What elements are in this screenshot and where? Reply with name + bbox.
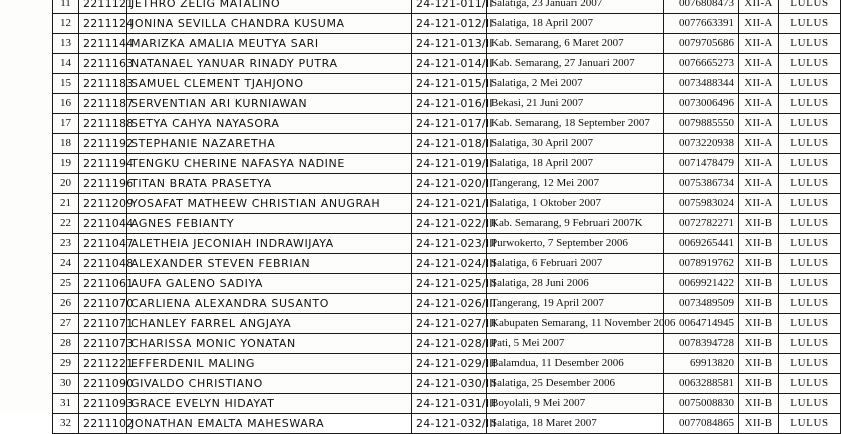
cell-number: 27 (53, 314, 79, 334)
cell-birth-place-date: Salatiga, 25 Desember 2006 (487, 374, 664, 394)
cell-student-name: GIVALDO CHRISTIANO (127, 374, 412, 394)
cell-student-id: 2211183 (79, 74, 127, 94)
cell-number: 24 (53, 254, 79, 274)
cell-nisn: 0073220938 (664, 134, 739, 154)
cell-student-id: 2211044 (79, 214, 127, 234)
cell-number: 16 (53, 94, 79, 114)
cell-birth-place-date: Salatiga, 6 Februari 2007 (487, 254, 664, 274)
table-row (53, 394, 841, 414)
cell-birth-place-date: Balamdua, 11 Desember 2006 (487, 354, 664, 374)
cell-status: LULUS (779, 354, 841, 374)
cell-student-name: JONINA SEVILLA CHANDRA KUSUMA (127, 14, 412, 34)
cell-class: XII-B (739, 234, 779, 254)
cell-status: LULUS (779, 0, 841, 14)
cell-nisn: 0075386734 (664, 174, 739, 194)
cell-class: XII-A (739, 94, 779, 114)
cell-nisn: 0076665273 (664, 54, 739, 74)
cell-number: 19 (53, 154, 79, 174)
cell-certificate-number: 24-121-013/II (412, 34, 487, 54)
cell-nisn: 0075983024 (664, 194, 739, 214)
cell-number: 20 (53, 174, 79, 194)
table-row (53, 174, 841, 194)
cell-student-name: CHANLEY FARREL ANGJAYA (127, 314, 412, 334)
cell-student-id: 2211048 (79, 254, 127, 274)
table-row (53, 14, 841, 34)
cell-nisn: 69913820 (664, 354, 739, 374)
cell-status: LULUS (779, 74, 841, 94)
table-row (53, 374, 841, 394)
cell-student-id: 2211192 (79, 134, 127, 154)
cell-nisn: 0078919762 (664, 254, 739, 274)
table-row (53, 274, 841, 294)
cell-birth-place-date: Salatiga, 2 Mei 2007 (487, 74, 664, 94)
cell-class: XII-A (739, 134, 779, 154)
cell-certificate-number: 24-121-031/III (412, 394, 487, 414)
cell-certificate-number: 24-121-011/II (412, 0, 487, 14)
cell-student-name: AGNES FEBIANTY (127, 214, 412, 234)
cell-certificate-number: 24-121-027/III (412, 314, 487, 334)
cell-student-name: JETHRO ZELIG MATALINO (127, 0, 412, 14)
cell-certificate-number: 24-121-015/II (412, 74, 487, 94)
cell-status: LULUS (779, 234, 841, 254)
cell-status: LULUS (779, 414, 841, 434)
cell-birth-place-date: Boyolali, 9 Mei 2007 (487, 394, 664, 414)
cell-certificate-number: 24-121-018/II (412, 134, 487, 154)
cell-certificate-number: 24-121-025/III (412, 274, 487, 294)
cell-student-name: ALEXANDER STEVEN FEBRIAN (127, 254, 412, 274)
cell-status: LULUS (779, 254, 841, 274)
cell-number: 23 (53, 234, 79, 254)
cell-certificate-number: 24-121-017/II (412, 114, 487, 134)
cell-class: XII-A (739, 54, 779, 74)
cell-student-id: 2211194 (79, 154, 127, 174)
cell-student-id: 2211070 (79, 294, 127, 314)
cell-student-name: EFFERDENIL MALING (127, 354, 412, 374)
cell-class: XII-A (739, 154, 779, 174)
cell-status: LULUS (779, 214, 841, 234)
table-row (53, 0, 841, 14)
cell-student-name: CARLIENA ALEXANDRA SUSANTO (127, 294, 412, 314)
cell-nisn: 0077663391 (664, 14, 739, 34)
cell-nisn: 0075008830 (664, 394, 739, 414)
cell-number: 18 (53, 134, 79, 154)
cell-student-name: TITAN BRATA PRASETYA (127, 174, 412, 194)
graduation-table (52, 0, 841, 434)
cell-class: XII-B (739, 354, 779, 374)
cell-number: 17 (53, 114, 79, 134)
cell-nisn: 0079705686 (664, 34, 739, 54)
cell-nisn: 0064714945 (664, 314, 739, 334)
cell-birth-place-date: Tangerang, 12 Mei 2007 (487, 174, 664, 194)
cell-class: XII-B (739, 394, 779, 414)
cell-birth-place-date: Salatiga, 18 Maret 2007 (487, 414, 664, 434)
cell-status: LULUS (779, 174, 841, 194)
cell-number: 32 (53, 414, 79, 434)
cell-nisn: 0073489509 (664, 294, 739, 314)
table-row (53, 54, 841, 74)
cell-class: XII-B (739, 334, 779, 354)
cell-status: LULUS (779, 114, 841, 134)
cell-certificate-number: 24-121-016/II (412, 94, 487, 114)
cell-student-name: NATANAEL YANUAR RINADY PUTRA (127, 54, 412, 74)
cell-birth-place-date: Kab. Semarang, 9 Februari 2007K (487, 214, 664, 234)
cell-nisn: 0072782271 (664, 214, 739, 234)
cell-nisn: 0069265441 (664, 234, 739, 254)
cell-number: 30 (53, 374, 79, 394)
cell-student-id: 2211102 (79, 414, 127, 434)
cell-number: 31 (53, 394, 79, 414)
cell-student-id: 2211090 (79, 374, 127, 394)
cell-student-id: 2211124 (79, 14, 127, 34)
cell-class: XII-B (739, 274, 779, 294)
cell-student-name: AUFA GALENO SADIYA (127, 274, 412, 294)
cell-nisn: 0077084865 (664, 414, 739, 434)
cell-student-id: 2211093 (79, 394, 127, 414)
cell-nisn: 0069921422 (664, 274, 739, 294)
cell-status: LULUS (779, 334, 841, 354)
cell-status: LULUS (779, 14, 841, 34)
cell-birth-place-date: Salatiga, 18 April 2007 (487, 154, 664, 174)
cell-nisn: 0073488344 (664, 74, 739, 94)
cell-certificate-number: 24-121-023/III (412, 234, 487, 254)
cell-class: XII-B (739, 374, 779, 394)
cell-student-name: ALETHEIA JECONIAH INDRAWIJAYA (127, 234, 412, 254)
cell-class: XII-A (739, 0, 779, 14)
cell-certificate-number: 24-121-024/III (412, 254, 487, 274)
cell-birth-place-date: Salatiga, 18 April 2007 (487, 14, 664, 34)
cell-birth-place-date: Kabupaten Semarang, 11 November 2006 (487, 314, 664, 334)
table-row (53, 134, 841, 154)
cell-class: XII-A (739, 74, 779, 94)
cell-birth-place-date: Purwokerto, 7 September 2006 (487, 234, 664, 254)
cell-class: XII-A (739, 114, 779, 134)
cell-class: XII-A (739, 14, 779, 34)
cell-class: XII-B (739, 254, 779, 274)
cell-class: XII-B (739, 294, 779, 314)
cell-certificate-number: 24-121-026/III (412, 294, 487, 314)
cell-student-name: STEPHANIE NAZARETHA (127, 134, 412, 154)
cell-nisn: 0079885550 (664, 114, 739, 134)
cell-student-name: GRACE EVELYN HIDAYAT (127, 394, 412, 414)
cell-class: XII-A (739, 194, 779, 214)
cell-birth-place-date: Kab. Semarang, 6 Maret 2007 (487, 34, 664, 54)
cell-student-name: SAMUEL CLEMENT TJAHJONO (127, 74, 412, 94)
cell-student-name: YOSAFAT MATHEEW CHRISTIAN ANUGRAH (127, 194, 412, 214)
cell-number: 12 (53, 14, 79, 34)
cell-birth-place-date: Salatiga, 28 Juni 2006 (487, 274, 664, 294)
table-row (53, 234, 841, 254)
cell-nisn: 0063288581 (664, 374, 739, 394)
cell-certificate-number: 24-121-014/II (412, 54, 487, 74)
cell-birth-place-date: Salatiga, 30 April 2007 (487, 134, 664, 154)
cell-certificate-number: 24-121-029/III (412, 354, 487, 374)
table-row (53, 154, 841, 174)
cell-student-id: 2211144 (79, 34, 127, 54)
cell-number: 13 (53, 34, 79, 54)
cell-nisn: 0071478479 (664, 154, 739, 174)
cell-status: LULUS (779, 314, 841, 334)
cell-certificate-number: 24-121-030/III (412, 374, 487, 394)
cell-status: LULUS (779, 294, 841, 314)
cell-status: LULUS (779, 134, 841, 154)
cell-student-id: 2211073 (79, 334, 127, 354)
cell-status: LULUS (779, 374, 841, 394)
table-row (53, 314, 841, 334)
cell-student-id: 2211163 (79, 54, 127, 74)
cell-birth-place-date: Kab. Semarang, 18 September 2007 (487, 114, 664, 134)
cell-class: XII-B (739, 314, 779, 334)
cell-student-id: 2211071 (79, 314, 127, 334)
cell-status: LULUS (779, 394, 841, 414)
cell-certificate-number: 24-121-022/III (412, 214, 487, 234)
table-row (53, 94, 841, 114)
table-body (53, 0, 841, 434)
cell-certificate-number: 24-121-028/III (412, 334, 487, 354)
table-row (53, 254, 841, 274)
cell-student-id: 2211047 (79, 234, 127, 254)
cell-number: 25 (53, 274, 79, 294)
cell-number: 28 (53, 334, 79, 354)
cell-certificate-number: 24-121-019/II (412, 154, 487, 174)
cell-number: 29 (53, 354, 79, 374)
cell-status: LULUS (779, 34, 841, 54)
cell-status: LULUS (779, 94, 841, 114)
table-row (53, 114, 841, 134)
cell-number: 15 (53, 74, 79, 94)
cell-birth-place-date: Salatiga, 23 Januari 2007 (487, 0, 664, 14)
cell-nisn: 0073006496 (664, 94, 739, 114)
cell-class: XII-B (739, 414, 779, 434)
table-row (53, 414, 841, 434)
cell-birth-place-date: Salatiga, 1 Oktober 2007 (487, 194, 664, 214)
cell-student-id: 2211061 (79, 274, 127, 294)
cell-class: XII-A (739, 174, 779, 194)
cell-student-id: 2211196 (79, 174, 127, 194)
cell-birth-place-date: Pati, 5 Mei 2007 (487, 334, 664, 354)
cell-student-id: 2211221 (79, 354, 127, 374)
cell-birth-place-date: Bekasi, 21 Juni 2007 (487, 94, 664, 114)
cell-student-name: SETYA CAHYA NAYASORA (127, 114, 412, 134)
cell-nisn: 0078394728 (664, 334, 739, 354)
cell-student-id: 2211187 (79, 94, 127, 114)
cell-class: XII-B (739, 214, 779, 234)
cell-class: XII-A (739, 34, 779, 54)
cell-number: 26 (53, 294, 79, 314)
cell-status: LULUS (779, 194, 841, 214)
cell-student-name: SERVENTIAN ARI KURNIAWAN (127, 94, 412, 114)
cell-student-id: 2211209 (79, 194, 127, 214)
cell-student-id: 2211121 (79, 0, 127, 14)
table-row (53, 214, 841, 234)
cell-certificate-number: 24-121-021/II (412, 194, 487, 214)
table-row (53, 294, 841, 314)
table-row (53, 34, 841, 54)
cell-student-name: JONATHAN EMALTA MAHESWARA (127, 414, 412, 434)
cell-certificate-number: 24-121-020/II (412, 174, 487, 194)
cell-student-name: MARIZKA AMALIA MEUTYA SARI (127, 34, 412, 54)
cell-nisn: 0076808473 (664, 0, 739, 14)
cell-birth-place-date: Kab. Semarang, 27 Januari 2007 (487, 54, 664, 74)
cell-certificate-number: 24-121-012/II (412, 14, 487, 34)
cell-number: 21 (53, 194, 79, 214)
table-row (53, 74, 841, 94)
cell-student-name: TENGKU CHERINE NAFASYA NADINE (127, 154, 412, 174)
table-row (53, 334, 841, 354)
cell-number: 14 (53, 54, 79, 74)
cell-birth-place-date: Tangerang, 19 April 2007 (487, 294, 664, 314)
cell-status: LULUS (779, 54, 841, 74)
cell-status: LULUS (779, 154, 841, 174)
table-row (53, 354, 841, 374)
cell-number: 11 (53, 0, 79, 14)
cell-number: 22 (53, 214, 79, 234)
cell-certificate-number: 24-121-032/III (412, 414, 487, 434)
table-row (53, 194, 841, 214)
cell-student-id: 2211188 (79, 114, 127, 134)
cell-student-name: CHARISSA MONIC YONATAN (127, 334, 412, 354)
cell-status: LULUS (779, 274, 841, 294)
